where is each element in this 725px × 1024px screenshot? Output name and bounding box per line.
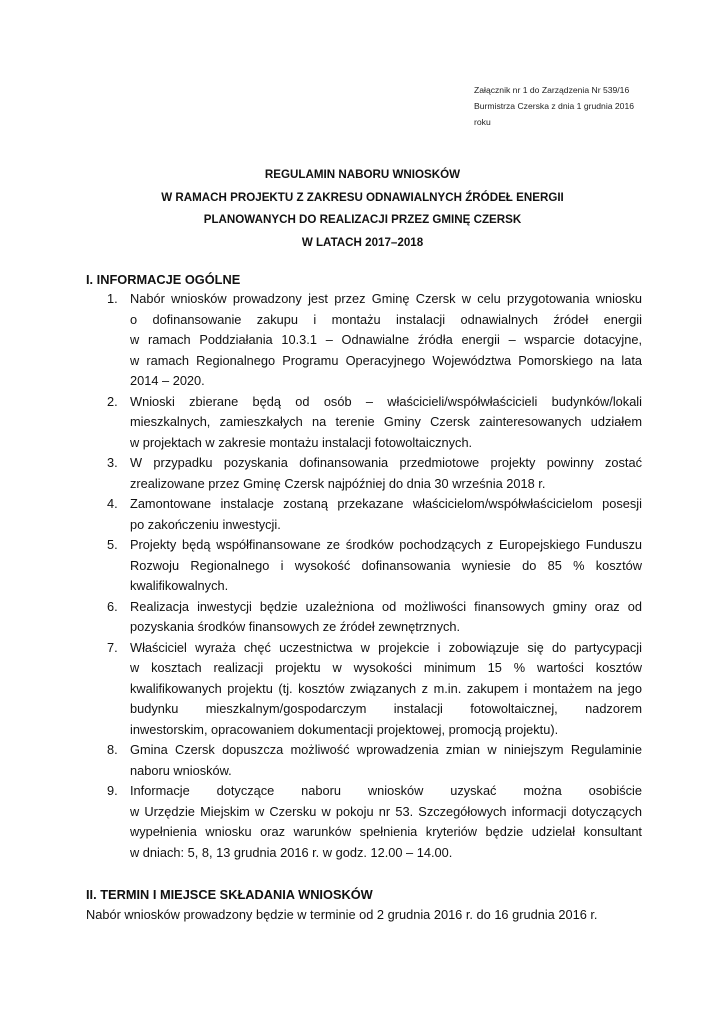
section-1-heading: I. INFORMACJE OGÓLNE <box>86 272 241 287</box>
list-item-line: w projektach w zakresie montażu instalacji fotowoltaicznych. <box>130 434 473 450</box>
list-item-line: Informacje dotyczące naboru wniosków uzyskać można osobiście <box>130 783 642 798</box>
title-line: W RAMACH PROJEKTU Z ZAKRESU ODNAWIALNYCH ŹRÓDEŁ ENERGII <box>161 190 564 204</box>
list-item-text <box>130 494 642 535</box>
list-item-number: 7. <box>107 639 118 655</box>
list-item <box>86 638 642 741</box>
list-item-line: w Urzędzie Miejskim w Czersku w pokoju nr 53. Szczegółowych informacji dotyczących <box>130 803 642 819</box>
list-item-line: pozyskania środków finansowych ze źródeł zewnętrznych. <box>130 619 461 634</box>
list-item-text <box>130 289 642 392</box>
list-item-line: Realizacja inwestycji będzie uzależniona od możliwości finansowych gminy oraz od <box>130 598 642 614</box>
list-item-text <box>130 638 642 741</box>
list-item <box>86 453 642 494</box>
list-item-number: 1. <box>107 291 118 306</box>
list-item-line: w ramach Regionalnego Programu Operacyjnego Województwa Pomorskiego na lata <box>130 352 642 368</box>
list-item-line: wypełnienia wniosku oraz warunków spełnienia kryteriów będzie udzielał konsultant <box>130 824 642 839</box>
document-title <box>0 164 725 254</box>
application-period-text: Nabór wniosków prowadzony będzie w terminie od 2 grudnia 2016 r. do 16 grudnia 2016 r. <box>86 907 598 922</box>
list-item-line: Nabór wniosków prowadzony jest przez Gminę Czersk w celu przygotowania wniosku <box>130 291 642 306</box>
title-line: PLANOWANYCH DO REALIZACJI PRZEZ GMINĘ CZERSK <box>203 213 522 226</box>
annex-line: Załącznik nr 1 do Zarządzenia Nr 539/16 <box>474 85 630 95</box>
list-item-number: 8. <box>107 742 118 757</box>
list-item-text <box>130 597 642 638</box>
list-item-line: Wnioski zbierane będą od osób – właścicieli/współwłaścicieli budynków/lokali <box>130 393 642 409</box>
list-item <box>86 535 642 597</box>
list-item-line: Gmina Czersk dopuszcza możliwość wprowadzenia zmian w niniejszym Regulaminie <box>130 742 642 757</box>
list-item-line: budynku mieszkalnym/gospodarczym instalacji fotowoltaicznej, nadzorem <box>130 701 642 716</box>
list-item-line: kwalifikowalnych. <box>130 578 229 593</box>
list-item-text <box>130 740 642 781</box>
list-item-line: Projekty będą współfinansowane ze środków pochodzących z Europejskiego Funduszu <box>130 537 642 552</box>
list-item <box>86 289 642 392</box>
list-item-line: w ramach Poddziałania 10.3.1 – Odnawialne źródła energii – wsparcie dotacyjne, <box>130 332 642 347</box>
annex-line: roku <box>474 117 491 127</box>
list-item-line: naboru wniosków. <box>130 762 232 778</box>
list-item-text <box>130 535 642 597</box>
list-item-line: w dniach: 5, 8, 13 grudnia 2016 r. w godz. 12.00 – 14.00. <box>130 844 453 860</box>
list-item-line: Rozwoju Regionalnego i wysokość dofinansowania wyniesie do 85 % kosztów <box>130 557 642 573</box>
list-item-line: Zamontowane instalacje zostaną przekazane właścicielom/współwłaścicielom posesji <box>130 496 642 511</box>
list-item-number: 3. <box>107 455 118 470</box>
annex-line: Burmistrza Czerska z dnia 1 grudnia 2016 <box>474 101 635 111</box>
title-line: REGULAMIN NABORU WNIOSKÓW <box>264 168 461 181</box>
list-item-number: 5. <box>107 537 118 552</box>
list-item-line: w kosztach realizacji projektu w wysokości minimum 15 % wartości kosztów <box>130 660 642 675</box>
annex-note <box>474 82 674 130</box>
list-item <box>86 597 642 638</box>
general-info-list <box>86 289 642 863</box>
title-line: W LATACH 2017–2018 <box>301 235 424 249</box>
list-item-line: kwalifikowanych projektu (tj. kosztów związanych z m.in. zakupem i montażem na jego <box>130 680 642 696</box>
list-item-number: 2. <box>107 393 118 409</box>
list-item-line: o dofinansowanie zakupu i montażu instalacji odnawialnych źródeł energii <box>130 311 642 327</box>
list-item-line: mieszkalnych, zamieszkałych na terenie Gminy Czersk zainteresowanych udziałem <box>130 414 642 429</box>
list-item-line: 2014 – 2020. <box>130 373 205 388</box>
section-2-heading: II. TERMIN I MIEJSCE SKŁADANIA WNIOSKÓW <box>86 887 373 902</box>
list-item-text <box>130 781 642 863</box>
list-item-line: inwestorskim, opracowaniem dokumentacji projektowej, promocją projektu). <box>130 721 559 737</box>
list-item-line: zrealizowane przez Gminę Czersk najpóźniej do dnia 30 września 2018 r. <box>130 475 546 491</box>
list-item-number: 9. <box>107 783 118 798</box>
list-item <box>86 781 642 863</box>
list-item-text <box>130 453 642 494</box>
list-item-line: po zakończeniu inwestycji. <box>130 516 281 532</box>
list-item <box>86 494 642 535</box>
list-item-line: W przypadku pozyskania dofinansowania przedmiotowe projekty powinny zostać <box>130 455 642 470</box>
list-item-number: 4. <box>107 496 118 511</box>
list-item <box>86 740 642 781</box>
list-item-number: 6. <box>107 598 118 614</box>
list-item <box>86 392 642 454</box>
list-item-text <box>130 392 642 454</box>
list-item-line: Właściciel wyraża chęć uczestnictwa w projekcie i zobowiązuje się do partycypacji <box>130 639 642 655</box>
